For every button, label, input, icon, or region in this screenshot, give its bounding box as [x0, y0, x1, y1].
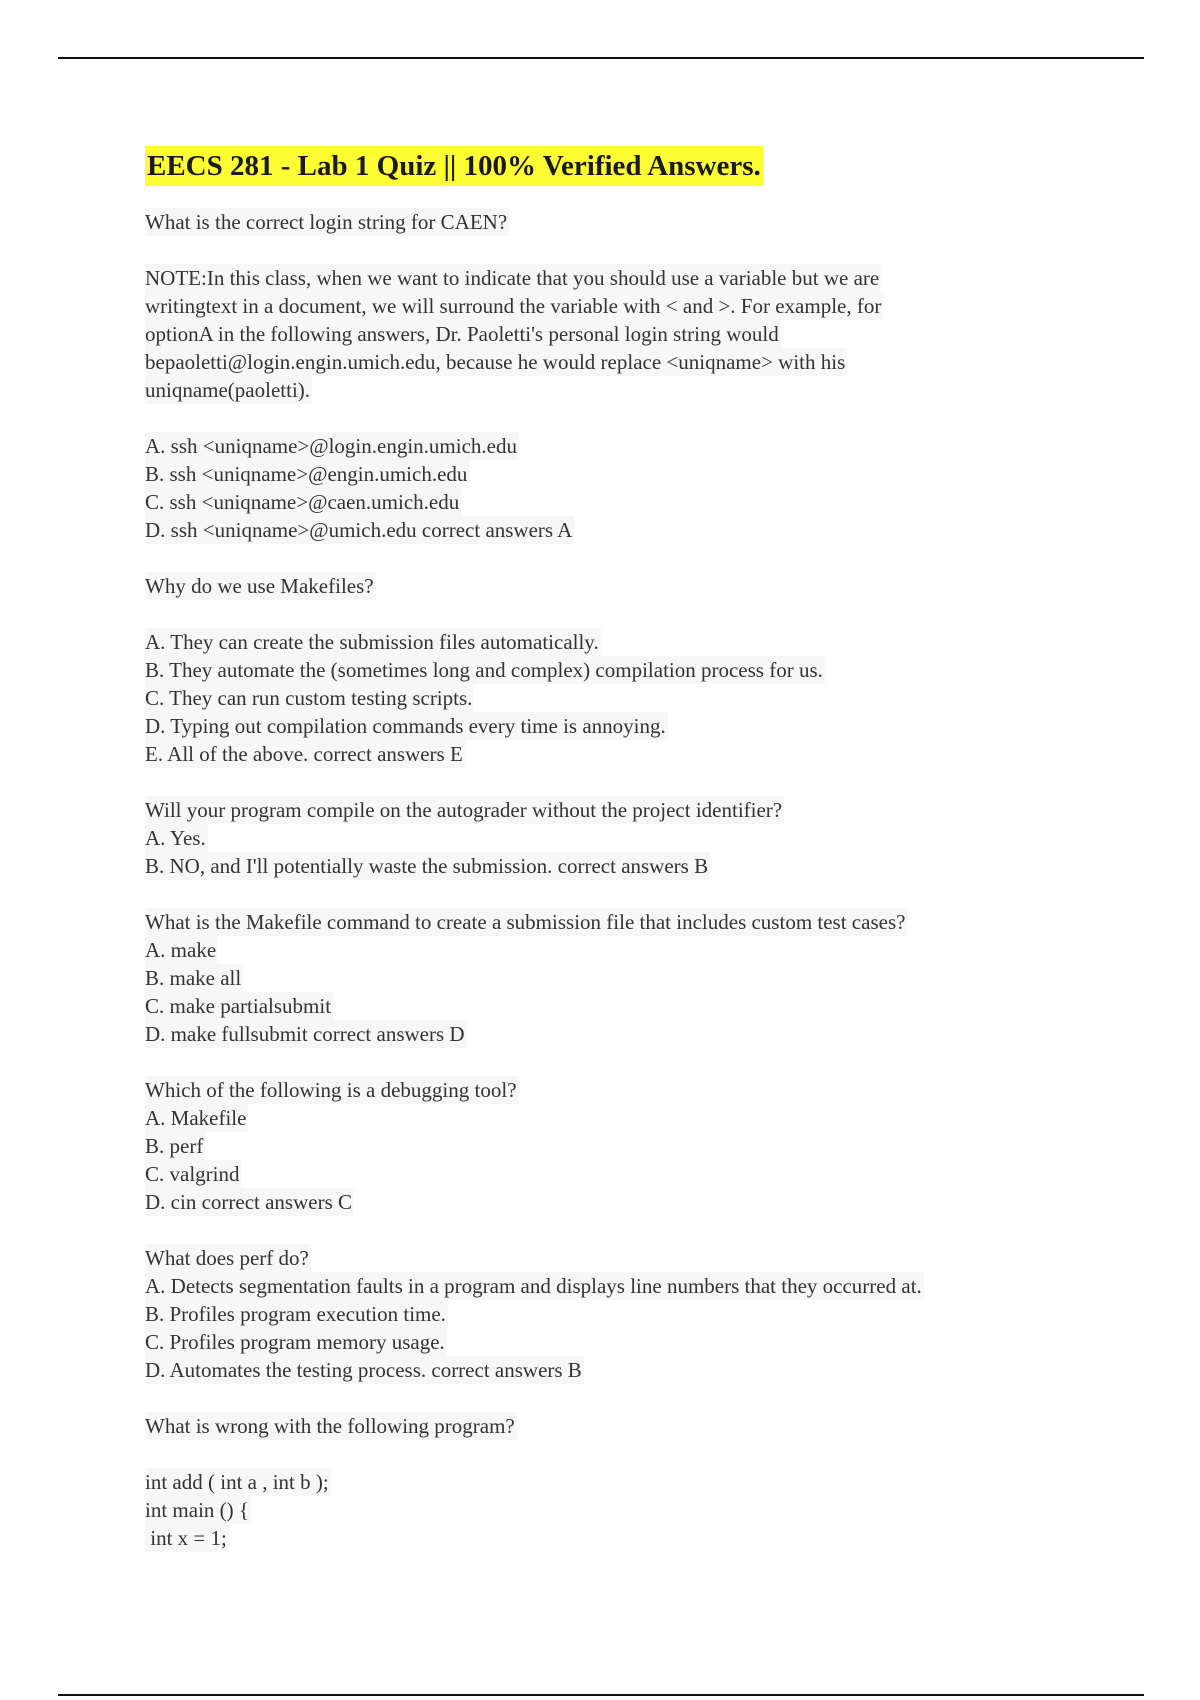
question-6-block: [145, 1244, 1065, 1384]
answer-option: D. Typing out compilation commands every time is annoying.: [145, 714, 666, 738]
answer-option: C. Profiles program memory usage.: [145, 1330, 445, 1354]
question-3: Will your program compile on the autograder without the project identifier?: [145, 798, 783, 822]
answer-option: B. ssh <uniqname>@engin.umich.edu: [145, 462, 468, 486]
answer-option: B. NO, and I'll potentially waste the submission. correct answers B: [145, 854, 709, 878]
answer-option: D. ssh <uniqname>@umich.edu correct answers A: [145, 518, 573, 542]
answer-option: A. Yes.: [145, 826, 206, 850]
note-line: optionA in the following answers, Dr. Paoletti's personal login string would: [145, 322, 779, 346]
code-line: int x = 1;: [145, 1526, 227, 1550]
answer-option: A. They can create the submission files automatically.: [145, 630, 599, 654]
document-body: [145, 146, 1065, 1552]
note-line: bepaoletti@login.engin.umich.edu, because he would replace <uniqname> with his: [145, 350, 846, 374]
code-line: int main () {: [145, 1498, 249, 1522]
answer-option: A. Detects segmentation faults in a program and displays line numbers that they occurred at.: [145, 1274, 922, 1298]
answer-option: B. perf: [145, 1134, 204, 1158]
question-4: What is the Makefile command to create a submission file that includes custom test cases?: [145, 910, 906, 934]
note-line: NOTE:In this class, when we want to indicate that you should use a variable but we are: [145, 266, 880, 290]
code-snippet: [145, 1468, 1065, 1552]
answer-option: B. make all: [145, 966, 242, 990]
note-line: writingtext in a document, we will surround the variable with < and >. For example, for: [145, 294, 882, 318]
question-7: What is wrong with the following program?: [145, 1414, 515, 1438]
answer-option: C. valgrind: [145, 1162, 240, 1186]
question-1-options: [145, 432, 1065, 544]
question-1: What is the correct login string for CAEN?: [145, 210, 508, 234]
document-title: EECS 281 - Lab 1 Quiz || 100% Verified Answers.: [145, 146, 763, 186]
answer-option: C. They can run custom testing scripts.: [145, 686, 473, 710]
question-2-options: [145, 628, 1065, 768]
answer-option: D. Automates the testing process. correct answers B: [145, 1358, 582, 1382]
question-3-block: [145, 796, 1065, 880]
answer-option: B. They automate the (sometimes long and complex) compilation process for us.: [145, 658, 823, 682]
answer-option: B. Profiles program execution time.: [145, 1302, 446, 1326]
answer-option: E. All of the above. correct answers E: [145, 742, 463, 766]
answer-option: A. ssh <uniqname>@login.engin.umich.edu: [145, 434, 517, 458]
question-5-block: [145, 1076, 1065, 1216]
code-line: int add ( int a , int b );: [145, 1470, 329, 1494]
question-5: Which of the following is a debugging tool?: [145, 1078, 517, 1102]
question-1-note: [145, 264, 1065, 404]
bottom-rule: [58, 1694, 1144, 1696]
answer-option: C. make partialsubmit: [145, 994, 332, 1018]
top-rule: [58, 57, 1144, 59]
question-4-block: [145, 908, 1065, 1048]
answer-option: C. ssh <uniqname>@caen.umich.edu: [145, 490, 460, 514]
note-line: uniqname(paoletti).: [145, 378, 311, 402]
answer-option: A. Makefile: [145, 1106, 247, 1130]
answer-option: D. make fullsubmit correct answers D: [145, 1022, 465, 1046]
question-2: Why do we use Makefiles?: [145, 574, 374, 598]
question-6: What does perf do?: [145, 1246, 309, 1270]
answer-option: A. make: [145, 938, 217, 962]
answer-option: D. cin correct answers C: [145, 1190, 353, 1214]
